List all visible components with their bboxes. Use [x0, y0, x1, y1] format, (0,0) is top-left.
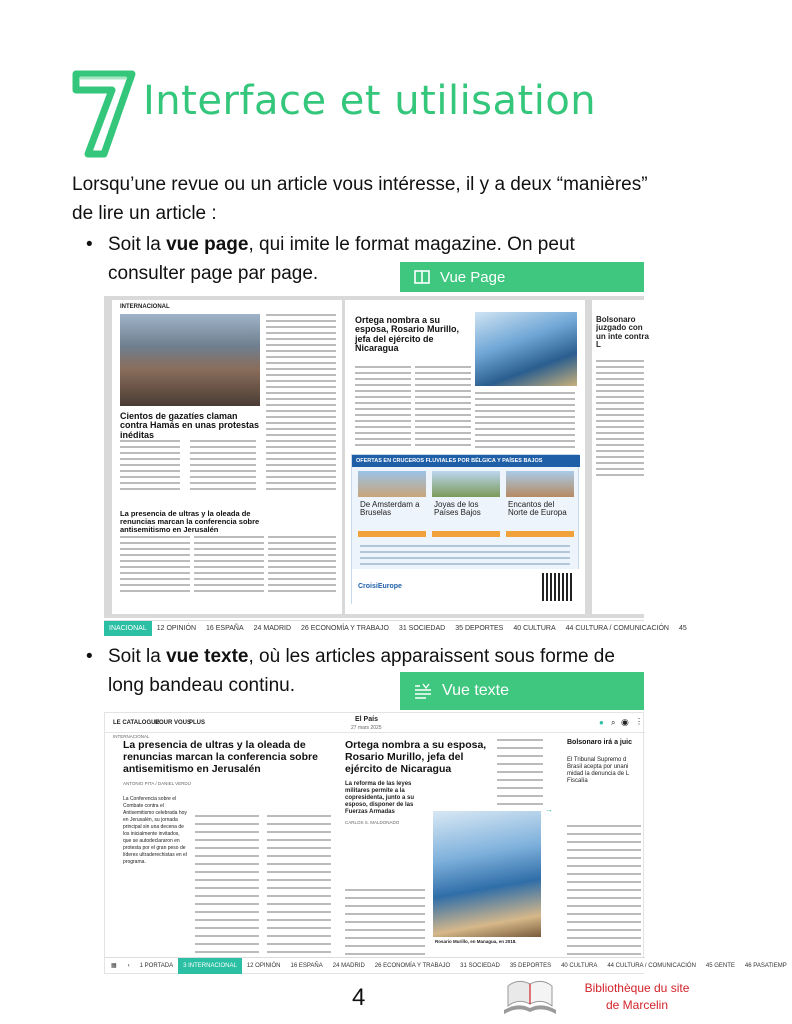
search-icon[interactable]: ⌕ [611, 718, 616, 727]
section-tab[interactable]: 1 PORTADA [139, 962, 174, 969]
page-view-screenshot [104, 296, 649, 618]
section-tab[interactable]: 24 MADRID [253, 625, 291, 632]
text-view-screenshot [104, 712, 787, 974]
vue-page-button[interactable] [400, 262, 644, 292]
section-tab[interactable]: 35 DEPORTES [455, 625, 504, 632]
section-tab[interactable]: 40 CULTURA [513, 625, 556, 632]
photo-caption: Rosario Murillo, en Managua, en 2018. [435, 939, 517, 944]
section-tab[interactable]: 44 CULTURA / COMUNICACIÓN [565, 625, 669, 632]
protest-photo [120, 314, 260, 406]
section-tab[interactable]: 31 SOCIEDAD [398, 625, 446, 632]
intro-text: Lorsqu’une revue ou un article vous intéresse, il y a deux “manières” de lire un article : [72, 174, 648, 224]
publication-name: El País [355, 716, 378, 723]
section-tab[interactable]: 40 CULTURA [561, 962, 598, 969]
page-number: 4 [352, 984, 366, 1011]
article-1-title: La presencia de ultras y la oleada de renuncias marcan la conferencia sobre antisemitismo en Jerusalén [123, 739, 318, 775]
section-tab[interactable]: 24 MADRID [332, 962, 365, 969]
bullet-vue-texte: • Soit la vue texte, où les articles apparaissent sous forme de long bandeau continu. [86, 646, 615, 696]
publication-date: 27 mars 2025 [351, 725, 382, 731]
article-3[interactable] [567, 739, 645, 785]
more-icon[interactable]: ⋮ [635, 717, 643, 726]
section-tab[interactable]: INACIONAL [104, 621, 152, 636]
drop-icon[interactable]: ● [599, 718, 604, 727]
bullet-vue-page: • Soit la vue page, qui imite le format magazine. On peut consulter page par page. [86, 234, 575, 284]
menu-plus[interactable]: PLUS [189, 720, 206, 726]
cruise-ad: OFERTAS EN CRUCEROS FLUVIALES POR BÉLGICA Y PAÍSES BAJOS De Amsterdam a Bruselas Joyas de los Países Bajos Encantos del Norte de Europa CroisiEurope [351, 454, 579, 604]
article-3-body: El Tribunal Supremo d Brasil acepta por unani midad la denuncia de L Fiscalía [567, 757, 629, 784]
text-lines-icon [414, 683, 432, 699]
page-view-section-tabs [104, 620, 687, 636]
section-tab[interactable]: 35 DEPORTES [509, 962, 552, 969]
menu-catalogue[interactable]: LE CATALOGUE [113, 720, 160, 726]
chevron-left-icon[interactable]: ‹ [127, 962, 130, 969]
vue-texte-label: Vue texte [442, 682, 510, 699]
section-tab[interactable]: 16 ESPAÑA [290, 962, 323, 969]
reader-topbar [105, 713, 645, 733]
section-tab[interactable]: 3 INTERNACIONAL [178, 958, 242, 974]
article-2-subtitle: La reforma de las leyes militares permite a la copresidenta, junto a su esposo, disponer de las Fuerzas Armadas [345, 781, 415, 815]
vue-texte-button[interactable] [400, 672, 644, 710]
article-2-meta: CARLOS S. MALDONADO [345, 820, 400, 825]
section-tab[interactable]: 16 ESPAÑA [206, 625, 244, 632]
section-tab[interactable]: 12 OPINIÓN [246, 962, 281, 969]
section-tab[interactable]: 26 ECONOMÍA Y TRABAJO [374, 962, 451, 969]
page-title: Interface et utilisation [143, 78, 597, 124]
grid-view-icon[interactable]: ▦ [111, 963, 117, 969]
section-number-seven [70, 68, 138, 160]
section-tab[interactable]: 31 SOCIEDAD [460, 962, 500, 969]
murillo-photo [475, 312, 577, 386]
magazine-page-next: Bolsonaro juzgado con un inte contra L [592, 300, 652, 614]
section-tab[interactable]: 26 ECONOMÍA Y TRABAJO [301, 625, 389, 632]
library-name: Bibliothèque du site de Marcelin [584, 981, 690, 1012]
split-page-icon [414, 270, 430, 284]
article-2-title: Ortega nombra a su esposa, Rosario Murillo, jefa del ejército de Nicaragua [345, 739, 487, 775]
article-1-meta: ANTONIO PITA / DANIEL VERDÚ [123, 781, 191, 786]
section-tab[interactable]: 46 PASATIEMP [744, 962, 787, 969]
magazine-page-right: Ortega nombra a su esposa, Rosario Murillo, jefa del ejército de Nicaragua OFERTAS EN CRUCEROS FLUVIALES POR BÉLGICA Y PAÍSES BAJOS De Amsterdam a Bruselas Joyas de los Países Bajos Encantos del Norte de Europa CroisiEurope [345, 300, 585, 614]
open-book-logo [500, 976, 560, 1016]
account-icon[interactable]: ◉ [621, 717, 629, 727]
text-view-section-tabs [105, 957, 787, 973]
article-3-title: Bolsonaro irá a juic [567, 739, 632, 746]
murillo-photo [433, 811, 541, 937]
section-tab[interactable]: 45 [678, 625, 687, 632]
magazine-page-left: INTERNACIONAL Cientos de gazatíes claman contra Hamás en unas protestas inéditas La presencia de ultras y la oleada de renuncias marcan la conferencia sobre antisemitismo en Jerusalén [112, 300, 342, 614]
article-1-body: La Conferencia sobre el Combate contra el Antisemitismo celebrada hoy en Jerusalén, su jornada principal sin una decena de los inicialmente invitados, que se autodeclararon en protesta por el gran peso de líderes ultraderechistas en el programa. [123, 796, 187, 865]
section-label: INTERNACIONAL [113, 734, 150, 739]
vue-page-label: Vue Page [440, 268, 506, 286]
section-tab[interactable]: 45 GENTE [705, 962, 735, 969]
menu-pour-vous[interactable]: POUR VOUS [155, 720, 192, 726]
article-1[interactable] [123, 739, 333, 866]
section-tab[interactable]: 12 OPINIÓN [156, 625, 197, 632]
arrow-right-icon[interactable]: → [545, 805, 553, 814]
section-tab[interactable]: 44 CULTURA / COMUNICACIÓN [607, 962, 696, 969]
